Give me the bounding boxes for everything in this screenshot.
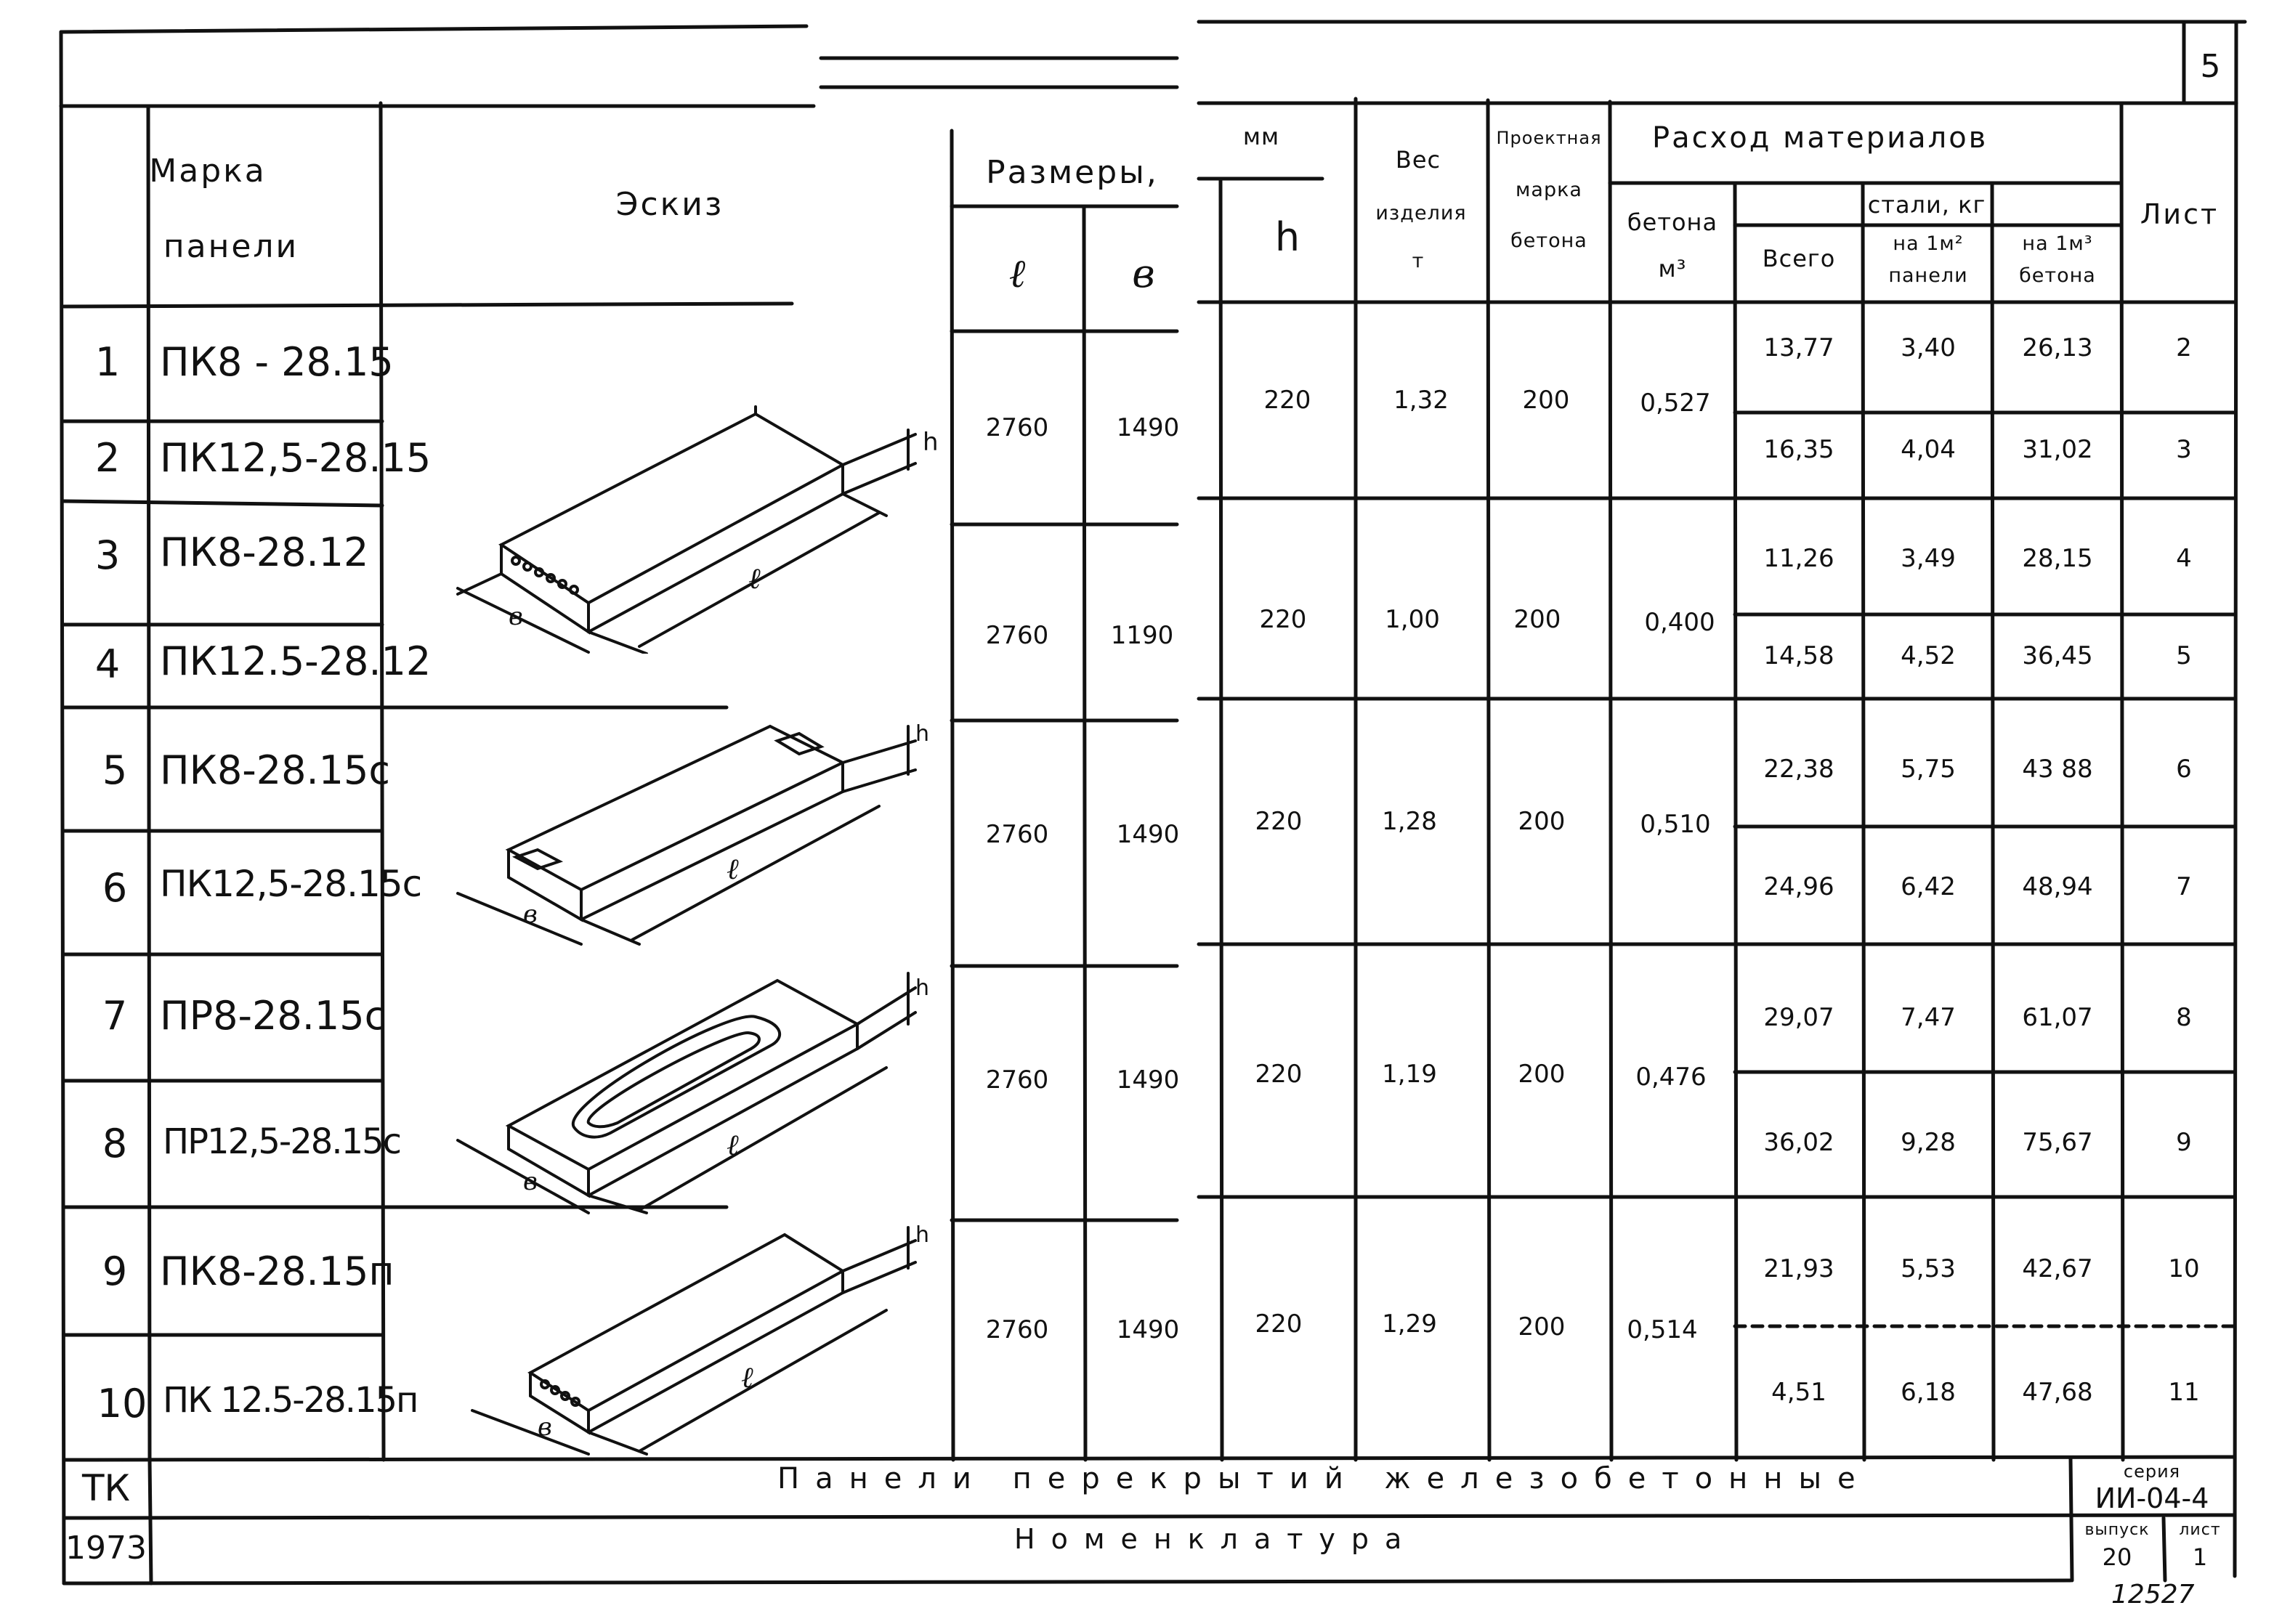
row-sheet: 8	[2176, 1003, 2192, 1032]
group-length: 2760	[985, 413, 1049, 442]
panel-sketch-hollow-core	[407, 378, 959, 654]
row-steel-total: 29,07	[1763, 1003, 1834, 1032]
page-number: 5	[2200, 48, 2223, 85]
sketch-label-l: ℓ	[727, 1129, 739, 1162]
row-steel-m3: 36,45	[2022, 641, 2093, 670]
header-steel: стали, кг	[1867, 191, 1986, 219]
header-dim-l: ℓ	[1008, 251, 1026, 296]
row-number: 1	[94, 339, 121, 385]
header-mark-line1: Марка	[149, 153, 267, 190]
row-steel-total: 13,77	[1763, 333, 1834, 362]
group-weight: 1,19	[1382, 1060, 1437, 1089]
header-dims-left: Размеры,	[986, 154, 1159, 191]
row-mark: ПК8-28.15с	[160, 747, 391, 793]
sketch-label-h: h	[915, 975, 930, 1001]
sketch-label-b: в	[538, 1413, 552, 1442]
header-grade-line3: бетона	[1510, 230, 1587, 252]
row-steel-m2: 5,75	[1901, 755, 1956, 784]
row-mark: ПР8-28.15с	[160, 993, 387, 1039]
header-steel-m2-line2: панели	[1888, 264, 1968, 287]
panel-sketch-hollow-core-grooved	[407, 1220, 959, 1460]
group-weight: 1,32	[1393, 386, 1449, 415]
row-steel-total: 22,38	[1763, 755, 1834, 784]
row-mark: ПК8-28.15п	[160, 1249, 394, 1294]
row-sheet: 7	[2176, 872, 2192, 901]
group-width: 1490	[1116, 820, 1180, 849]
group-concrete: 0,527	[1640, 389, 1711, 418]
row-mark: ПК8-28.12	[160, 529, 369, 575]
row-mark: ПК12,5-28.15	[160, 435, 432, 481]
row-mark: ПК12,5-28.15с	[160, 863, 422, 905]
row-sheet: 5	[2176, 641, 2192, 670]
group-grade: 200	[1518, 1312, 1566, 1341]
row-steel-total: 11,26	[1763, 544, 1834, 573]
row-steel-total: 24,96	[1763, 872, 1834, 901]
row-steel-m2: 5,53	[1901, 1254, 1956, 1283]
row-number: 7	[102, 993, 128, 1039]
row-number: 6	[102, 865, 128, 911]
row-steel-m2: 7,47	[1901, 1003, 1956, 1032]
header-steel-total: Всего	[1762, 245, 1836, 272]
header-sheet: Лист	[2140, 198, 2220, 230]
row-steel-m3: 31,02	[2022, 435, 2093, 464]
row-steel-m2: 4,52	[1901, 641, 1956, 670]
row-steel-m3: 26,13	[2022, 333, 2093, 362]
sketch-label-b: в	[509, 602, 523, 631]
header-consumption: Расход материалов	[1652, 121, 1988, 155]
row-steel-m3: 61,07	[2022, 1003, 2093, 1032]
row-sheet: 10	[2168, 1254, 2200, 1283]
footer-sheet-value: 1	[2192, 1543, 2208, 1571]
header-steel-m3-line1: на 1м³	[2022, 232, 2093, 255]
row-mark: ПК8 - 28.15	[160, 339, 394, 385]
group-height: 220	[1263, 386, 1311, 415]
group-weight: 1,29	[1382, 1310, 1437, 1339]
row-sheet: 3	[2176, 435, 2192, 464]
row-sheet: 4	[2176, 544, 2192, 573]
header-weight-line3: т	[1412, 250, 1425, 272]
row-number: 5	[102, 747, 128, 793]
row-steel-m2: 6,42	[1901, 872, 1956, 901]
header-dim-h: h	[1274, 214, 1300, 260]
header-mark-line2: панели	[163, 228, 299, 265]
row-steel-m3: 75,67	[2022, 1128, 2093, 1157]
sketch-label-b: в	[523, 1167, 538, 1196]
group-length: 2760	[985, 1315, 1049, 1344]
header-weight-line2: изделия	[1375, 202, 1467, 224]
sketch-label-b: в	[523, 900, 538, 929]
footer-series-label: серия	[2123, 1461, 2181, 1482]
header-weight-line1: Вес	[1395, 146, 1441, 174]
row-steel-m3: 42,67	[2022, 1254, 2093, 1283]
panel-sketch-recessed	[407, 712, 959, 959]
group-weight: 1,28	[1382, 807, 1437, 836]
row-steel-m3: 43 88	[2022, 755, 2093, 784]
group-height: 220	[1255, 1310, 1303, 1339]
row-steel-m3: 48,94	[2022, 872, 2093, 901]
group-grade: 200	[1513, 605, 1561, 634]
row-steel-m2: 3,49	[1901, 544, 1956, 573]
group-width: 1490	[1116, 1065, 1180, 1095]
row-sheet: 2	[2176, 333, 2192, 362]
header-dims-right: мм	[1242, 123, 1280, 150]
header-concrete-line2: м³	[1658, 255, 1687, 283]
group-height: 220	[1259, 605, 1307, 634]
group-grade: 200	[1518, 1060, 1566, 1089]
row-steel-total: 21,93	[1763, 1254, 1834, 1283]
row-steel-m3: 28,15	[2022, 544, 2093, 573]
row-number: 3	[94, 532, 121, 578]
archive-stamp: 12527	[2111, 1580, 2195, 1609]
group-height: 220	[1255, 1060, 1303, 1089]
footer-series-value: ИИ-04-4	[2095, 1482, 2209, 1514]
sketch-label-l: ℓ	[727, 853, 739, 886]
header-steel-m2-line1: на 1м²	[1893, 232, 1964, 255]
sketch-label-h: h	[915, 721, 930, 747]
footer-org: ТК	[81, 1467, 131, 1509]
header-grade-line1: Проектная	[1496, 128, 1602, 148]
footer-sheet-label: лист	[2179, 1521, 2221, 1539]
row-steel-m3: 47,68	[2022, 1378, 2093, 1407]
header-grade-line2: марка	[1516, 179, 1582, 201]
row-number: 9	[102, 1249, 128, 1294]
group-width: 1190	[1110, 621, 1174, 650]
group-length: 2760	[985, 621, 1049, 650]
sketch-label-h: h	[915, 1222, 930, 1248]
row-number: 2	[94, 435, 121, 481]
group-grade: 200	[1518, 807, 1566, 836]
row-number: 4	[94, 641, 121, 687]
group-concrete: 0,510	[1640, 810, 1711, 839]
group-height: 220	[1255, 807, 1303, 836]
group-grade: 200	[1522, 386, 1570, 415]
sketch-label-l: ℓ	[741, 1361, 753, 1394]
footer-subtitle: Номенклатура	[1014, 1523, 1418, 1555]
group-concrete: 0,400	[1644, 608, 1715, 637]
group-concrete: 0,514	[1627, 1315, 1698, 1344]
group-concrete: 0,476	[1635, 1063, 1707, 1092]
group-length: 2760	[985, 1065, 1049, 1095]
header-concrete-line1: бетона	[1627, 208, 1718, 236]
footer-title: Панели перекрытий железобетонные	[777, 1462, 1872, 1495]
row-steel-m2: 9,28	[1901, 1128, 1956, 1157]
row-steel-m2: 3,40	[1901, 333, 1956, 362]
row-mark: ПК12.5-28.12	[160, 638, 432, 684]
row-steel-total: 16,35	[1763, 435, 1834, 464]
sketch-label-l: ℓ	[748, 562, 761, 596]
row-number: 8	[102, 1121, 128, 1166]
header-sketch: Эскиз	[615, 186, 724, 223]
group-weight: 1,00	[1385, 605, 1440, 634]
row-sheet: 11	[2168, 1378, 2200, 1407]
group-length: 2760	[985, 820, 1049, 849]
panel-sketch-ribbed	[407, 959, 959, 1220]
footer-year: 1973	[65, 1530, 147, 1567]
group-width: 1490	[1116, 413, 1180, 442]
footer-issue-label: выпуск	[2084, 1521, 2150, 1539]
row-sheet: 9	[2176, 1128, 2192, 1157]
row-steel-m2: 4,04	[1901, 435, 1956, 464]
sketch-label-h: h	[923, 428, 939, 457]
row-steel-total: 4,51	[1771, 1378, 1826, 1407]
row-steel-m2: 6,18	[1901, 1378, 1956, 1407]
group-width: 1490	[1116, 1315, 1180, 1344]
row-steel-total: 36,02	[1763, 1128, 1834, 1157]
row-sheet: 6	[2176, 755, 2192, 784]
header-steel-m3-line2: бетона	[2019, 264, 2096, 287]
header-dim-b: в	[1132, 251, 1155, 296]
row-mark: ПК 12.5-28.15п	[163, 1380, 418, 1421]
row-number: 10	[97, 1381, 147, 1426]
row-mark: ПР12,5-28.15с	[163, 1121, 401, 1162]
footer-issue-value: 20	[2102, 1543, 2132, 1571]
row-steel-total: 14,58	[1763, 641, 1834, 670]
